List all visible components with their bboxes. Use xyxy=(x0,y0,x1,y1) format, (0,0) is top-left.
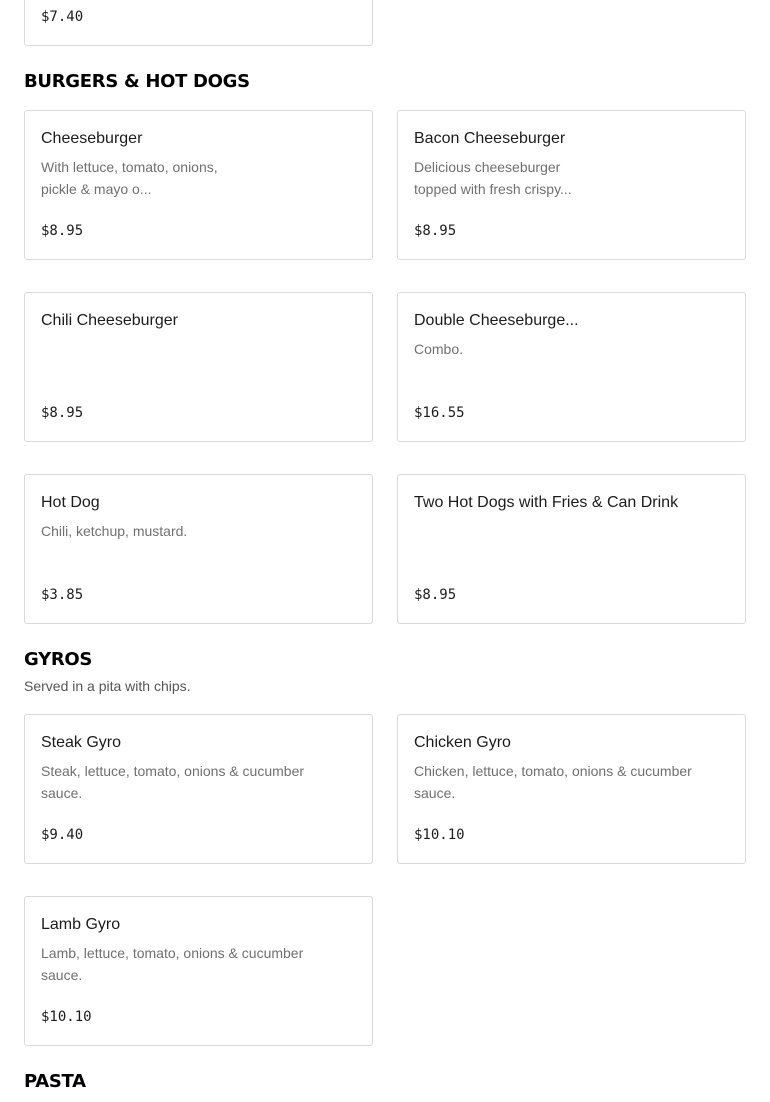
menu-item-card-bacon-cheeseburger[interactable] xyxy=(397,110,746,260)
section-subtitle: Served in a pita with chips. xyxy=(24,678,191,694)
item-name: Bacon Cheeseburger xyxy=(414,130,566,147)
item-price: $16.55 xyxy=(414,405,465,421)
item-price: $9.40 xyxy=(41,827,84,843)
menu-item-card-two-hot-dogs[interactable] xyxy=(397,474,746,624)
section-title-burgers-hot-dogs: BURGERS & HOT DOGS xyxy=(24,71,250,92)
section-title-pasta: PASTA xyxy=(24,1071,86,1092)
menu-item-card-cheeseburger[interactable] xyxy=(24,110,373,260)
item-description: With lettuce, tomato, onions, pickle & mayo o... xyxy=(41,159,218,197)
item-description: Combo. xyxy=(414,341,464,357)
menu-item-card-chili-cheeseburger[interactable] xyxy=(24,292,373,442)
menu-item-card[interactable] xyxy=(24,0,373,46)
menu-item-card-hot-dog[interactable] xyxy=(24,474,373,624)
item-price: $8.95 xyxy=(414,587,457,603)
item-name: Cheeseburger xyxy=(41,130,143,147)
item-price: $8.95 xyxy=(414,223,457,239)
item-description: Lamb, lettuce, tomato, onions & cucumber sauce. xyxy=(41,945,304,983)
menu-item-card-lamb-gyro[interactable] xyxy=(24,896,373,1046)
item-price: $3.85 xyxy=(41,587,84,603)
item-description: Delicious cheeseburger topped with fresh crispy... xyxy=(414,159,572,197)
item-description: Chicken, lettuce, tomato, onions & cucumber sauce. xyxy=(414,763,692,801)
item-price: $8.95 xyxy=(41,405,84,421)
item-name: Two Hot Dogs with Fries & Can Drink xyxy=(414,494,679,511)
section-title-gyros: GYROS xyxy=(24,649,93,670)
item-name: Chili Cheeseburger xyxy=(41,312,178,329)
item-name: Lamb Gyro xyxy=(41,916,121,933)
item-name: Hot Dog xyxy=(41,494,100,511)
menu-item-card-steak-gyro[interactable] xyxy=(24,714,373,864)
item-price: $10.10 xyxy=(41,1009,92,1025)
item-name: Steak Gyro xyxy=(41,734,122,751)
item-price: $8.95 xyxy=(41,223,84,239)
menu-item-card-chicken-gyro[interactable] xyxy=(397,714,746,864)
item-name: Double Cheeseburge... xyxy=(414,312,579,329)
item-name: Chicken Gyro xyxy=(414,734,511,751)
item-description: Chili, ketchup, mustard. xyxy=(41,523,188,539)
item-price: $7.40 xyxy=(41,9,84,25)
item-description: Steak, lettuce, tomato, onions & cucumber sauce. xyxy=(41,763,305,801)
menu-item-card-double-cheeseburger[interactable] xyxy=(397,292,746,442)
item-price: $10.10 xyxy=(414,827,465,843)
